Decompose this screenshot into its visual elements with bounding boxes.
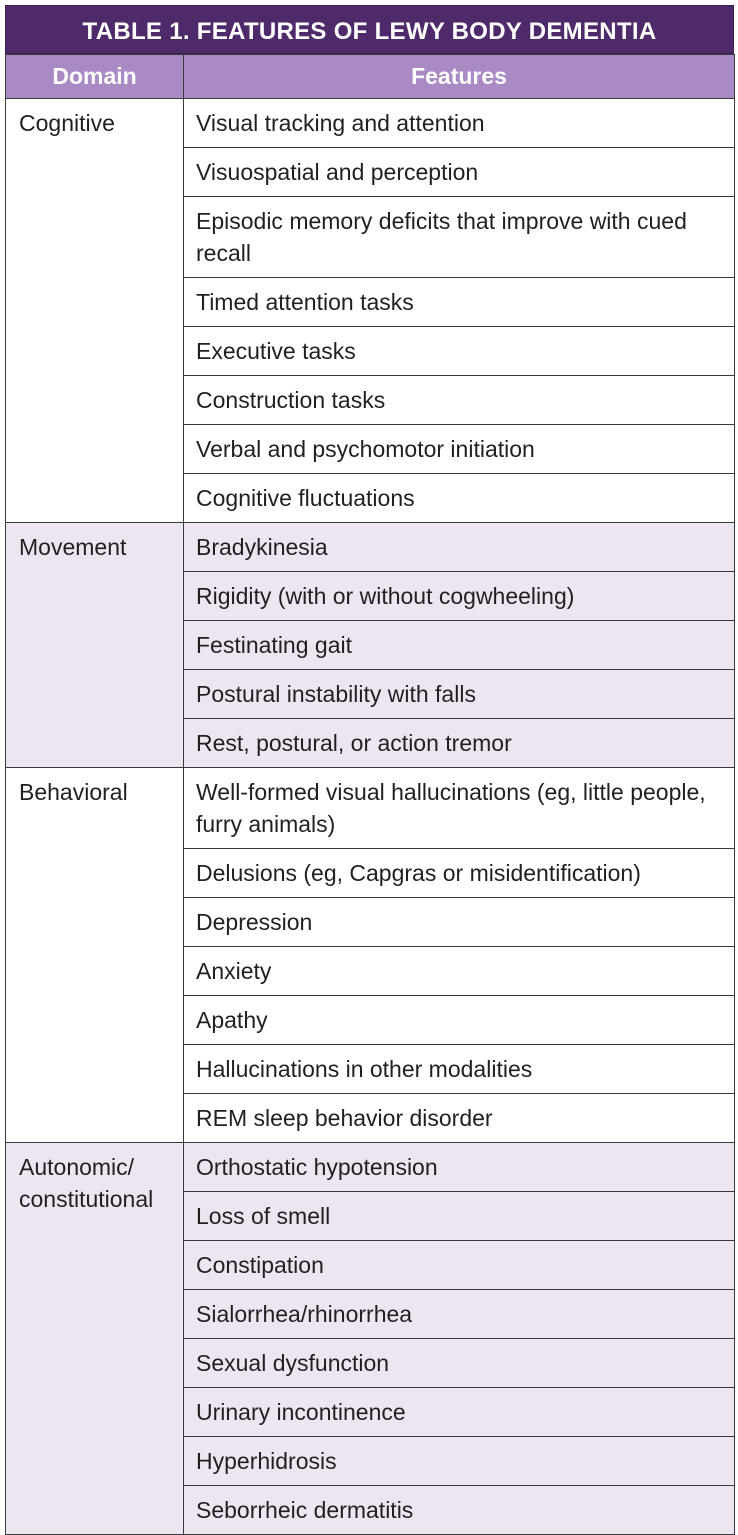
feature-cell: Bradykinesia <box>184 523 735 572</box>
feature-cell: Visual tracking and attention <box>184 99 735 148</box>
domain-cell: Autonomic/ constitutional <box>6 1143 184 1535</box>
table-row <box>6 1143 735 1192</box>
feature-cell: REM sleep behavior disorder <box>184 1094 735 1143</box>
domain-cell: Movement <box>6 523 184 768</box>
feature-cell: Executive tasks <box>184 327 735 376</box>
domain-group <box>6 1143 735 1535</box>
feature-cell: Cognitive fluctuations <box>184 474 735 523</box>
feature-cell: Well-formed visual hallucinations (eg, little people, furry animals) <box>184 768 735 849</box>
feature-cell: Urinary incontinence <box>184 1388 735 1437</box>
feature-cell: Timed attention tasks <box>184 278 735 327</box>
feature-cell: Episodic memory deficits that improve with cued recall <box>184 197 735 278</box>
feature-cell: Anxiety <box>184 947 735 996</box>
domain-cell: Cognitive <box>6 99 184 523</box>
feature-cell: Hyperhidrosis <box>184 1437 735 1486</box>
feature-cell: Rest, postural, or action tremor <box>184 719 735 768</box>
features-column-header: Features <box>184 55 735 99</box>
feature-cell: Sexual dysfunction <box>184 1339 735 1388</box>
feature-cell: Loss of smell <box>184 1192 735 1241</box>
domain-group <box>6 99 735 523</box>
feature-cell: Postural instability with falls <box>184 670 735 719</box>
features-table <box>5 54 735 1535</box>
table-container <box>5 5 734 1535</box>
feature-cell: Verbal and psychomotor initiation <box>184 425 735 474</box>
feature-cell: Festinating gait <box>184 621 735 670</box>
domain-group <box>6 768 735 1143</box>
feature-cell: Visuospatial and perception <box>184 148 735 197</box>
feature-cell: Orthostatic hypotension <box>184 1143 735 1192</box>
domain-column-header: Domain <box>6 55 184 99</box>
table-row <box>6 99 735 148</box>
feature-cell: Seborrheic dermatitis <box>184 1486 735 1535</box>
feature-cell: Sialorrhea/rhinorrhea <box>184 1290 735 1339</box>
table-header <box>6 55 735 99</box>
table-title: TABLE 1. FEATURES OF LEWY BODY DEMENTIA <box>5 5 734 54</box>
table-row <box>6 768 735 849</box>
feature-cell: Delusions (eg, Capgras or misidentification) <box>184 849 735 898</box>
domain-group <box>6 523 735 768</box>
header-row <box>6 55 735 99</box>
feature-cell: Hallucinations in other modalities <box>184 1045 735 1094</box>
feature-cell: Constipation <box>184 1241 735 1290</box>
feature-cell: Construction tasks <box>184 376 735 425</box>
feature-cell: Depression <box>184 898 735 947</box>
feature-cell: Rigidity (with or without cogwheeling) <box>184 572 735 621</box>
table-row <box>6 523 735 572</box>
feature-cell: Apathy <box>184 996 735 1045</box>
domain-cell: Behavioral <box>6 768 184 1143</box>
